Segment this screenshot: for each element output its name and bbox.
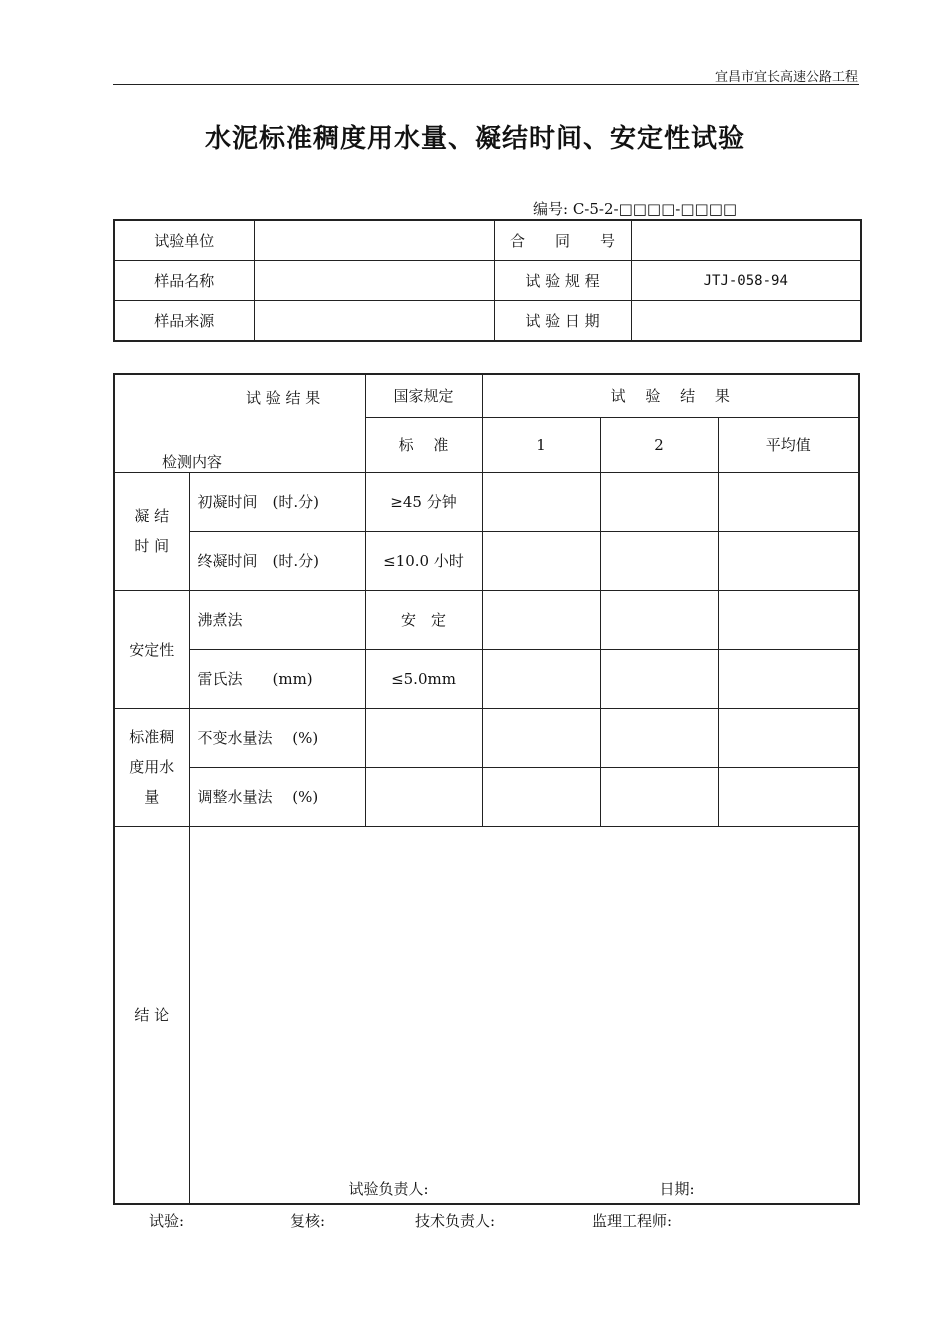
national-header: 国家规定 (365, 374, 482, 417)
info-row (114, 301, 861, 342)
item-label: 不变水量法 (%) (189, 708, 365, 767)
table-row (114, 472, 859, 531)
header-row (114, 374, 859, 417)
diagonal-header-cell (114, 374, 365, 472)
result-2-cell[interactable] (600, 531, 718, 590)
result-1-cell[interactable] (482, 590, 600, 649)
group-setting-time (114, 472, 189, 590)
date-label: 试 验 日 期 (494, 301, 631, 342)
date-signature-label: 日期: (659, 1180, 695, 1198)
table-row (114, 649, 859, 708)
group-name-line: 时 间 (134, 537, 170, 555)
footer-review: 复核: (290, 1212, 326, 1230)
result-2-cell[interactable] (600, 767, 718, 826)
group-name-line: 量 (144, 788, 160, 806)
group-name-line: 安定性 (129, 640, 175, 659)
procedure-label: 试 验 规 程 (494, 261, 631, 301)
standard-header: 标 准 (365, 417, 482, 472)
item-standard: ≤5.0mm (365, 649, 482, 708)
result-1-cell[interactable] (482, 708, 600, 767)
item-standard (365, 708, 482, 767)
average-cell[interactable] (718, 590, 859, 649)
group-name-line: 标准稠 (129, 728, 175, 746)
source-field[interactable] (254, 301, 494, 342)
info-row (114, 220, 861, 261)
info-table (113, 219, 862, 342)
col2-header: 2 (600, 417, 718, 472)
item-label: 沸煮法 (189, 590, 365, 649)
result-2-cell[interactable] (600, 472, 718, 531)
group-name-line: 凝 结 (134, 507, 170, 525)
group-soundness (114, 590, 189, 708)
average-cell[interactable] (718, 708, 859, 767)
result-1-cell[interactable] (482, 472, 600, 531)
contract-field[interactable] (631, 220, 861, 261)
tester-signature-label: 试验负责人: (348, 1180, 429, 1198)
page-title: 水泥标准稠度用水量、凝结时间、安定性试验 (204, 124, 745, 154)
table-row (114, 767, 859, 826)
conclusion-row (114, 826, 859, 1204)
item-label: 雷氏法 (mm) (189, 649, 365, 708)
header-org: 宜昌市宜长高速公路工程 (714, 70, 858, 85)
average-cell[interactable] (718, 531, 859, 590)
avg-header: 平均值 (718, 417, 859, 472)
source-label: 样品来源 (114, 301, 254, 342)
procedure-field[interactable]: JTJ-058-94 (631, 261, 861, 301)
footer-tech-lead: 技术负责人: (415, 1212, 496, 1230)
results-table (113, 373, 860, 1205)
unit-field[interactable] (254, 220, 494, 261)
col1-header: 1 (482, 417, 600, 472)
result-2-cell[interactable] (600, 590, 718, 649)
contract-label: 合 同 号 (494, 220, 631, 261)
sample-label: 样品名称 (114, 261, 254, 301)
average-cell[interactable] (718, 649, 859, 708)
item-standard (365, 767, 482, 826)
conclusion-label: 结 论 (114, 826, 189, 1204)
item-standard: ≥45 分钟 (365, 472, 482, 531)
item-standard: 安 定 (365, 590, 482, 649)
result-1-cell[interactable] (482, 767, 600, 826)
document-number: 编号: C-5-2-□□□□-□□□□ (533, 200, 738, 218)
results-header: 试 验 结 果 (482, 374, 859, 417)
table-row (114, 708, 859, 767)
item-standard: ≤10.0 小时 (365, 531, 482, 590)
header-rule (113, 84, 859, 85)
average-cell[interactable] (718, 472, 859, 531)
result-1-cell[interactable] (482, 649, 600, 708)
footer-supervisor: 监理工程师: (592, 1212, 673, 1230)
result-2-cell[interactable] (600, 708, 718, 767)
footer-test: 试验: (149, 1212, 185, 1230)
group-water-demand (114, 708, 189, 826)
item-label: 初凝时间 (时.分) (189, 472, 365, 531)
result-2-cell[interactable] (600, 649, 718, 708)
item-label: 终凝时间 (时.分) (189, 531, 365, 590)
average-cell[interactable] (718, 767, 859, 826)
date-field[interactable] (631, 301, 861, 342)
diag-bottom-label: 检测内容 (162, 453, 223, 471)
group-name-line: 度用水 (129, 758, 175, 776)
table-row (114, 590, 859, 649)
table-row (114, 531, 859, 590)
item-label: 调整水量法 (%) (189, 767, 365, 826)
result-1-cell[interactable] (482, 531, 600, 590)
conclusion-field[interactable] (189, 826, 859, 1204)
unit-label: 试验单位 (114, 220, 254, 261)
info-row (114, 261, 861, 301)
diag-top-label: 试 验 结 果 (246, 389, 321, 407)
sample-field[interactable] (254, 261, 494, 301)
